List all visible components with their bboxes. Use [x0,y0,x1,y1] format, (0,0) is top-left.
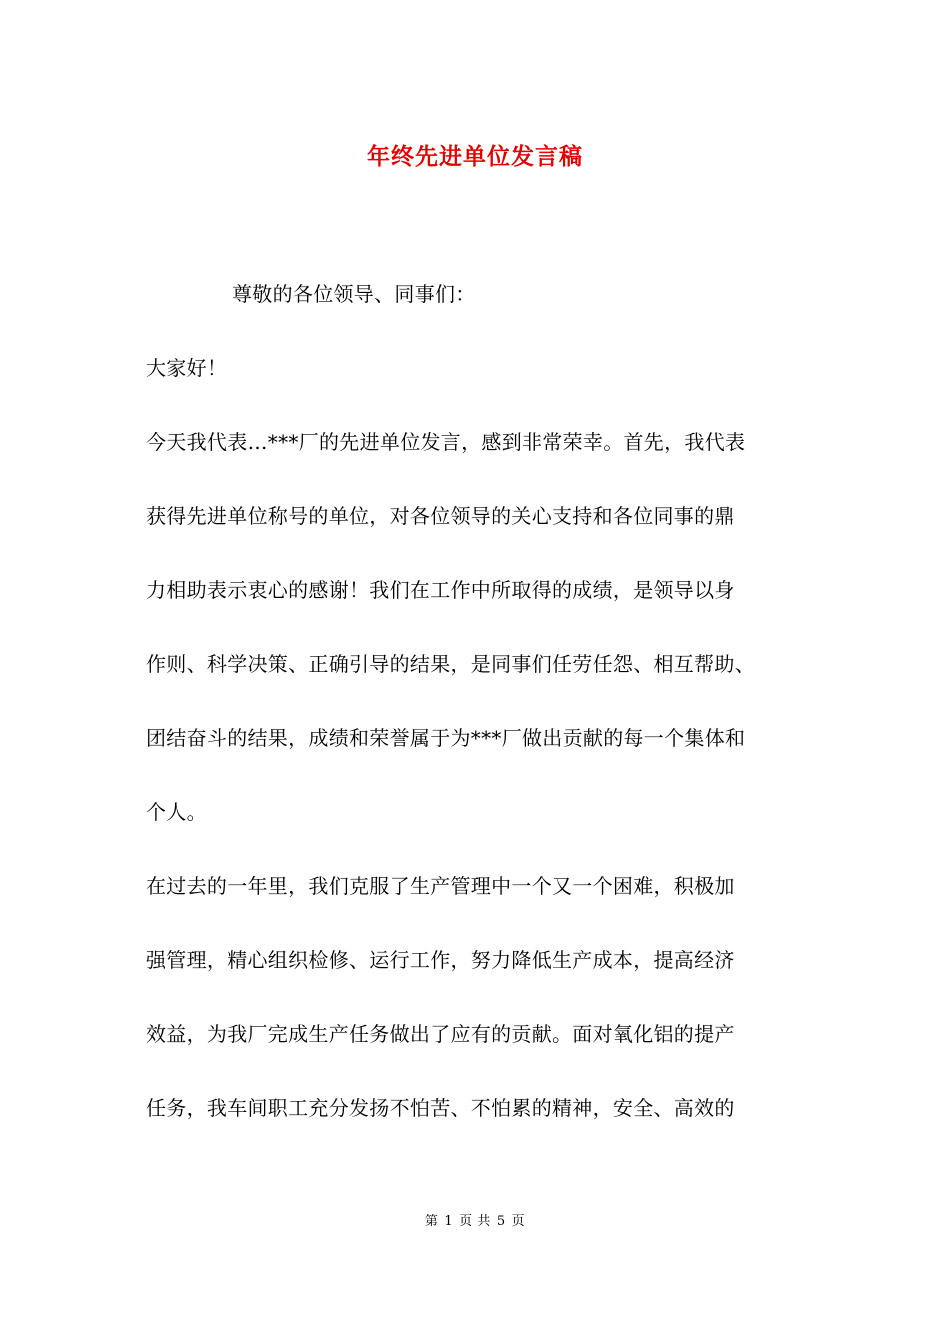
body-line: 作则、科学决策、正确引导的结果，是同事们任劳任怨、相互帮助、 [146,652,755,676]
greeting-line: 大家好！ [146,356,228,380]
footer-prefix: 第 [424,1214,439,1229]
page-footer [0,1210,950,1229]
footer-middle: 页 共 [459,1214,491,1229]
document-title: 年终先进单位发言稿 [367,143,583,170]
body-line: 任务，我车间职工充分发扬不怕苦、不怕累的精神，安全、高效的 [146,1096,735,1120]
footer-current-page: 1 [444,1214,454,1229]
footer-suffix: 页 [511,1214,526,1229]
body-line: 团结奋斗的结果，成绩和荣誉属于为***厂做出贡献的每一个集体和 [146,726,746,750]
body-line: 个人。 [146,800,207,824]
body-line: 获得先进单位称号的单位，对各位领导的关心支持和各位同事的鼎 [146,504,735,528]
body-line: 今天我代表…***厂的先进单位发言，感到非常荣幸。首先，我代表 [146,430,746,454]
footer-total-pages: 5 [496,1214,506,1229]
body-line: 力相助表示衷心的感谢！我们在工作中所取得的成绩，是领导以身 [146,578,735,602]
salutation-line: 尊敬的各位领导、同事们： [232,282,476,306]
body-line: 效益，为我厂完成生产任务做出了应有的贡献。面对氧化铝的提产 [146,1022,735,1046]
body-line: 在过去的一年里，我们克服了生产管理中一个又一个困难，积极加 [146,874,735,898]
body-line: 强管理，精心组织检修、运行工作，努力降低生产成本，提高经济 [146,948,735,972]
